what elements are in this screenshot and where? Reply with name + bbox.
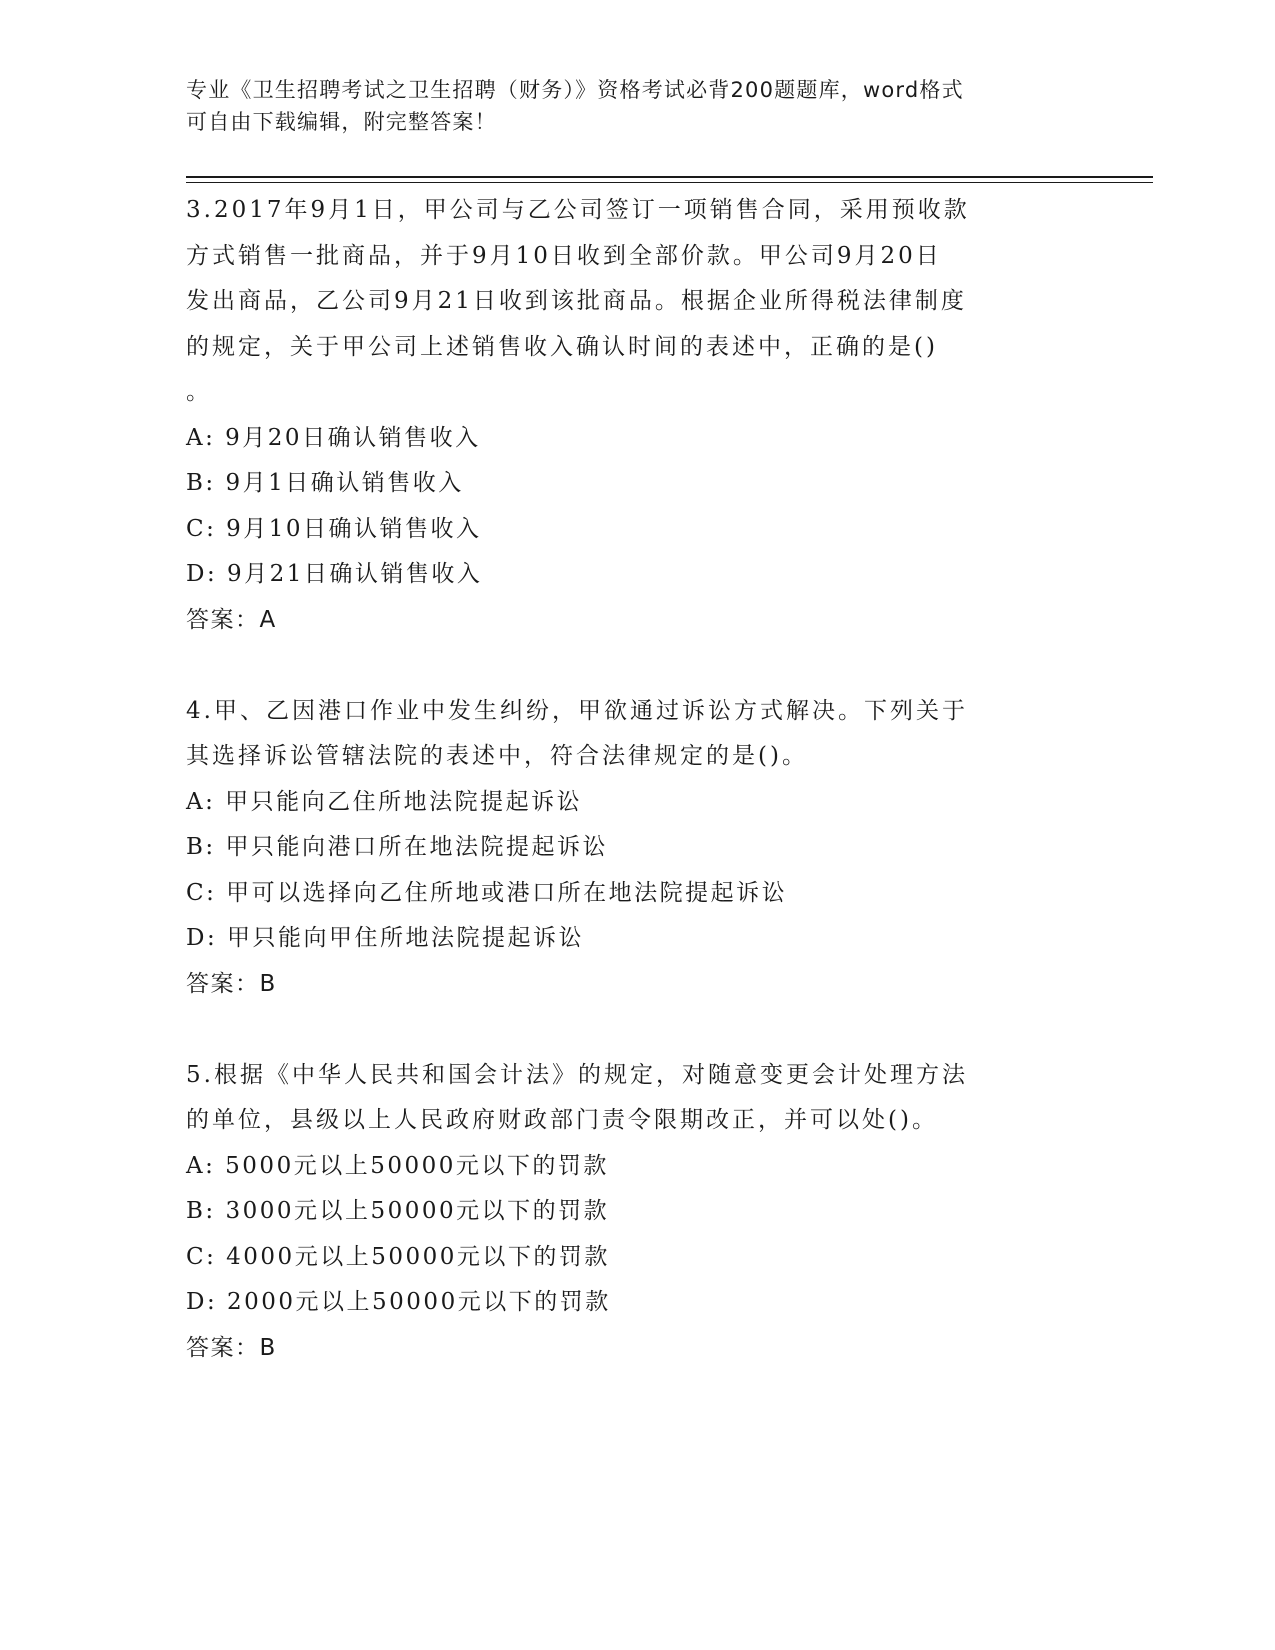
option-b: B: 甲只能向港口所在地法院提起诉讼	[186, 834, 608, 860]
option-b: B: 9月1日确认销售收入	[186, 470, 464, 496]
option-c: C: 9月10日确认销售收入	[186, 515, 482, 542]
question-stem-line: 3.2017年9月1日，甲公司与乙公司签订一项销售合同，采用预收款	[186, 197, 970, 223]
option-a: A: 5000元以上50000元以下的罚款	[186, 1152, 609, 1179]
header-title-line-2: 可自由下载编辑，附完整答案！	[186, 110, 497, 134]
answer-line: 答案：B	[186, 1334, 277, 1361]
question-stem-line: 。	[186, 379, 212, 405]
option-c: C: 4000元以上50000元以下的罚款	[186, 1243, 610, 1270]
question-list	[186, 188, 1066, 1371]
question-block-5	[186, 1053, 1066, 1372]
question-spacer	[186, 1007, 1066, 1053]
question-block-3	[186, 188, 1066, 643]
question-stem-line: 5.根据《中华人民共和国会计法》的规定，对随意变更会计处理方法	[186, 1061, 968, 1088]
option-a: A: 9月20日确认销售收入	[186, 424, 481, 451]
header-title-line-1: 专业《卫生招聘考试之卫生招聘（财务）》资格考试必背200题题库，word格式	[186, 78, 964, 102]
question-spacer	[186, 643, 1066, 689]
option-c: C: 甲可以选择向乙住所地或港口所在地法院提起诉讼	[186, 879, 788, 906]
option-d: D: 9月21日确认销售收入	[186, 561, 483, 587]
answer-line: 答案：B	[186, 970, 277, 997]
question-stem-line: 的规定，关于甲公司上述销售收入确认时间的表述中，正确的是()	[186, 333, 938, 360]
question-stem-line: 发出商品，乙公司9月21日收到该批商品。根据企业所得税法律制度	[186, 288, 967, 314]
header-divider-thin	[186, 182, 1153, 183]
answer-line: 答案：A	[186, 606, 277, 633]
document-header	[186, 74, 1066, 138]
question-stem-line: 4.甲、乙因港口作业中发生纠纷，甲欲通过诉讼方式解决。下列关于	[186, 697, 968, 724]
question-stem-line: 其选择诉讼管辖法院的表述中，符合法律规定的是()。	[186, 743, 808, 769]
option-d: D: 2000元以上50000元以下的罚款	[186, 1289, 611, 1315]
question-stem-line: 方式销售一批商品，并于9月10日收到全部价款。甲公司9月20日	[186, 242, 942, 269]
header-divider-thick	[186, 176, 1153, 178]
option-b: B: 3000元以上50000元以下的罚款	[186, 1198, 610, 1224]
question-stem-line: 的单位，县级以上人民政府财政部门责令限期改正，并可以处()。	[186, 1107, 938, 1133]
question-block-4	[186, 689, 1066, 1008]
option-d: D: 甲只能向甲住所地法院提起诉讼	[186, 925, 585, 951]
option-a: A: 甲只能向乙住所地法院提起诉讼	[186, 788, 583, 815]
